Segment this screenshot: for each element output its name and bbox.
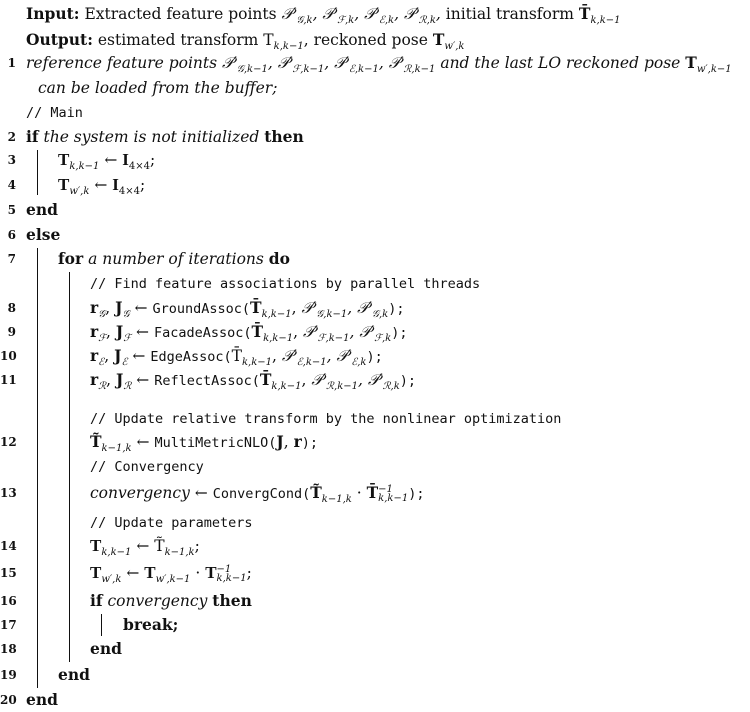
block-bar-else — [37, 248, 38, 688]
algorithm-line-1-cont: can be loaded from the buffer; — [38, 79, 278, 97]
block-bar-if — [37, 150, 38, 195]
comment-update-relative: // Update relative transform by the nonlinear optimization — [90, 411, 562, 427]
block-bar-for — [69, 272, 70, 662]
comment-assoc: // Find feature associations by parallel threads — [90, 276, 481, 292]
algorithm-output: Output: estimated transform $T_{k,k-1}$, reckoned pose $T_{w',k}$ — [26, 30, 465, 52]
block-bar-if-conv — [101, 614, 102, 636]
comment-update-params: // Update parameters — [90, 515, 253, 531]
comment-main: // Main — [26, 105, 83, 121]
algorithm-input: Input: Extracted feature points $𝒫'_{𝒢,k}$, $𝒫'_{ℱ,k}$, $𝒫'_{ℰ,k}$, $𝒫'_{ℛ,k}$, initial transform $T̄_{k,k-1}$ — [26, 4, 621, 26]
comment-convergency: // Convergency — [90, 459, 204, 475]
